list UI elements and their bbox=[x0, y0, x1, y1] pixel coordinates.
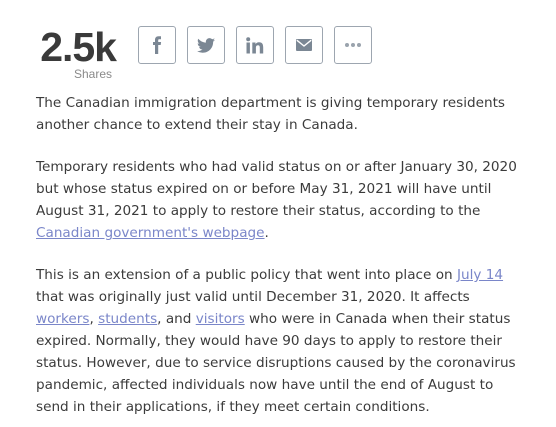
linkedin-icon bbox=[246, 37, 264, 54]
article-paragraph-2 bbox=[36, 156, 526, 244]
workers-link[interactable]: workers bbox=[36, 311, 90, 327]
more-icon bbox=[344, 42, 362, 48]
facebook-icon bbox=[150, 36, 164, 54]
more-share-button[interactable] bbox=[334, 26, 372, 64]
july-14-link[interactable]: July 14 bbox=[456, 267, 504, 283]
twitter-share-button[interactable] bbox=[187, 26, 225, 64]
share-count bbox=[36, 26, 116, 81]
share-count-label: Shares bbox=[73, 67, 112, 81]
paragraph-text: who were in Canada when their status expired. Normally, they would have 90 days to apply to restore their status. However, due to service disruptions caused by the coronavirus pandemic, affected individuals now have until the end of August to send in their applications, if they meet certain conditions. bbox=[36, 311, 516, 415]
paragraph-text: , and bbox=[157, 311, 196, 327]
email-icon bbox=[296, 39, 312, 51]
share-count-number: 2.5k bbox=[40, 24, 116, 70]
share-buttons bbox=[138, 26, 383, 64]
visitors-link[interactable]: visitors bbox=[195, 311, 245, 327]
paragraph-text: , bbox=[89, 311, 99, 327]
article-body bbox=[36, 92, 526, 427]
article-paragraph-3 bbox=[36, 264, 526, 418]
article-paragraph-1: The Canadian immigration department is giving temporary residents another chance to extend their stay in Canada. bbox=[36, 95, 505, 133]
email-share-button[interactable] bbox=[285, 26, 323, 64]
paragraph-text: . bbox=[264, 225, 269, 241]
share-bar bbox=[36, 26, 383, 81]
students-link[interactable]: students bbox=[98, 311, 158, 327]
paragraph-text: Temporary residents who had valid status on or after January 30, 2020 but whose status expired on or before May 31, 2021 will have until August 31, 2021 to apply to restore their status, according to the bbox=[36, 159, 517, 219]
canadian-government-webpage-link[interactable]: Canadian government's webpage bbox=[36, 225, 265, 241]
paragraph-text: that was originally just valid until December 31, 2020. It affects bbox=[36, 289, 470, 305]
linkedin-share-button[interactable] bbox=[236, 26, 274, 64]
twitter-icon bbox=[197, 38, 215, 53]
facebook-share-button[interactable] bbox=[138, 26, 176, 64]
paragraph-text: This is an extension of a public policy that went into place on bbox=[36, 267, 457, 283]
